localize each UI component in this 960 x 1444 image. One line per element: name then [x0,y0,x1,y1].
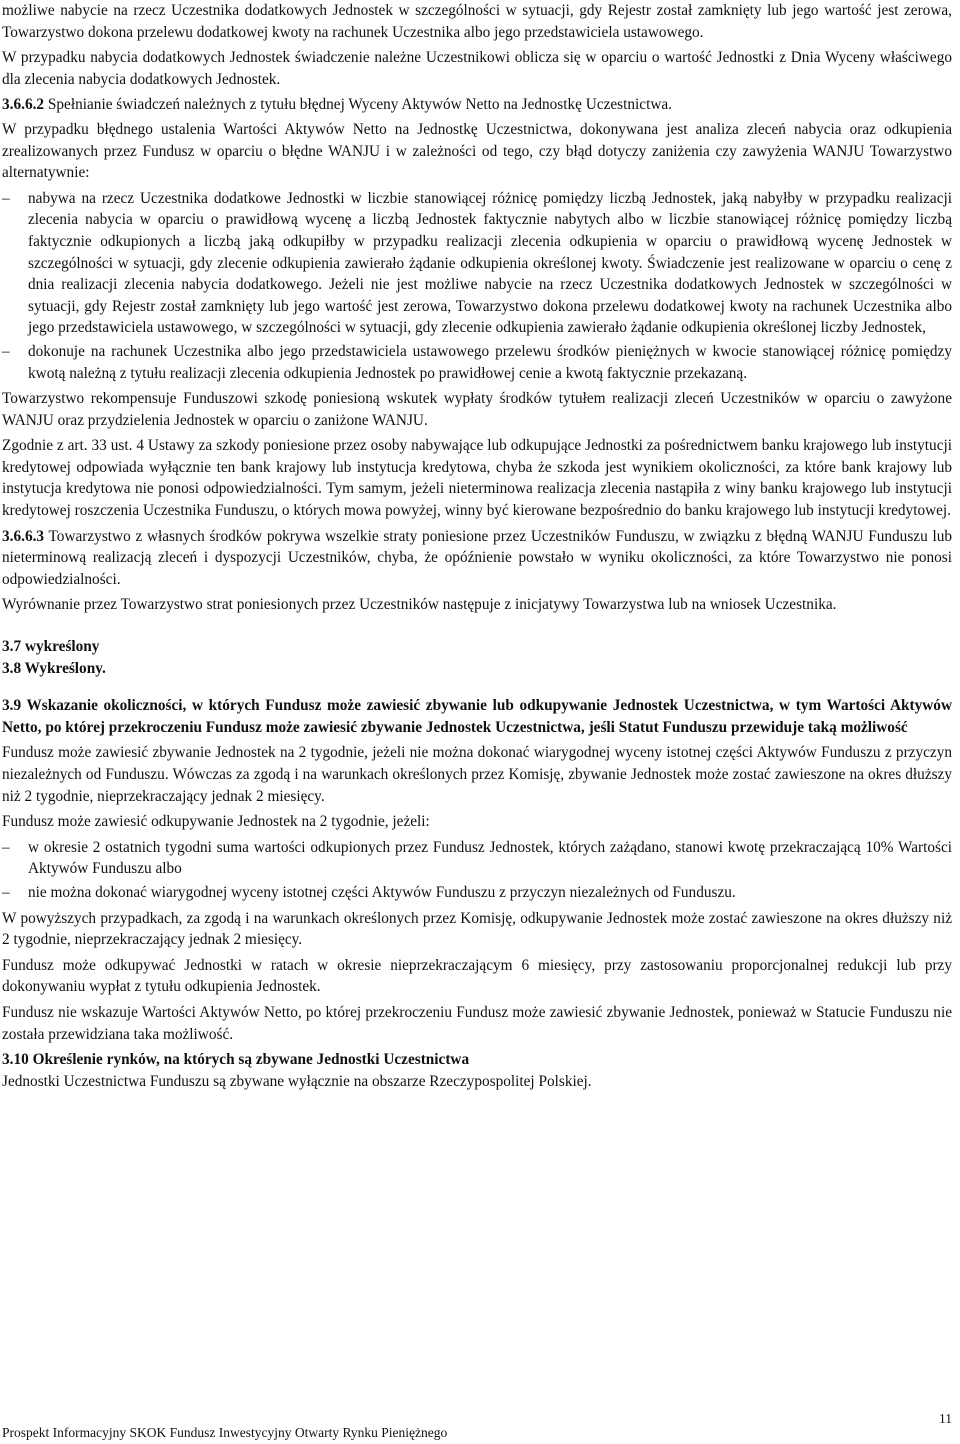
list-item-text: w okresie 2 ostatnich tygodni suma wartości odkupionych przez Fundusz Jednostek, których zażądano, stanowi kwotę przekraczającą 10% Wartości Aktywów Funduszu albo [28,838,952,878]
dash-bullet: – [2,838,10,856]
list-item-text: nabywa na rzecz Uczestnika dodatkowe Jednostki w liczbie stanowiącej różnicę pomiędzy liczbą Jednostek, jaką nabyłby w przypadku realizacji zlecenia nabycia w oparciu o prawidłową wycenę a liczbą Jednostek faktycznie nabytych albo w liczbie stanowiącej różnicę pomiędzy liczbą faktycznie odkupionych a liczbą jaką odkupiłby w przypadku realizacji zlecenia odkupienia w oparciu o prawidłową wycenę Jednostek w szczególności w sytuacji, gdy zlecenie odkupienia zawierało żądanie odkupienia określonej kwoty. Świadczenie jest realizowane w oparciu o cenę z dnia realizacji zlecenia nabycia dodatkowego. Jeżeli nie jest możliwe nabycie na rzecz Uczestnika dodatkowych Jednostek w szczególności w sytuacji, gdy Rejestr został zamknięty lub jego wartość jest zerowa, Towarzystwo dokona przelewu dodatkowej kwoty na rachunek Uczestnika albo jego przedstawiciela ustawowego, w szczególności w sytuacji, gdy zlecenie odkupienia zawierało żądanie odkupienia określonej liczby Jednostek, [28,189,952,337]
section-39-paragraph-5: Fundusz nie wskazuje Wartości Aktywów Netto, po której przekroczeniu Fundusz może zawiesić zbywanie Jednostek, ponieważ w Statucie Funduszu nie została przewidziana taka możliwość. [2,1003,952,1043]
dash-bullet: – [2,342,10,360]
section-39-list [2,837,952,904]
paragraph-top: możliwe nabycie na rzecz Uczestnika dodatkowych Jednostek w szczególności w sytuacji, gdy Rejestr został zamknięty lub jego wartość jest zerowa, Towarzystwo dokona przelewu dodatkowej kwoty na rachunek Uczestnika albo jego przedstawiciela ustawowego. [2,2,952,41]
paragraph-compensation: Towarzystwo rekompensuje Funduszowi szkodę poniesioną wskutek wypłaty środków tytułem realizacji zleceń Uczestników w oparciu o zawyżone WANJU oraz przydzielenia Jednostek w oparciu o zaniżone WANJU. [2,390,952,429]
dash-bullet: – [2,883,10,901]
section-3662-intro: W przypadku błędnego ustalenia Wartości Aktywów Netto na Jednostkę Uczestnictwa, dokonywana jest analiza zleceń nabycia oraz odkupienia zrealizowanych przez Fundusz w oparciu o błędne WANJU i w zależności od tego, czy błąd dotyczy zaniżenia czy zawyżenia WANJU Towarzystwo alternatywnie: [2,120,952,182]
list-item [2,882,952,904]
section-39-paragraph-3: W powyższych przypadkach, za zgodą i na warunkach określonych przez Komisję, odkupywanie Jednostek może zostać zawieszone na okres dłuższy niż 2 tygodnie, nieprzekraczający jednak 2 miesięcy. [2,909,952,949]
list-item-text: dokonuje na rachunek Uczestnika albo jego przedstawiciela ustawowego przelewu środków pieniężnych w kwocie stanowiącej różnicę pomiędzy kwotą należną z tytułu realizacji zlecenia odkupienia Jednostek po prawidłowej cenie a kwotą faktycznie przekazaną. [28,342,952,382]
list-item [2,837,952,880]
section-39-paragraph-2: Fundusz może zawiesić odkupywanie Jednostek na 2 tygodnie, jeżeli: [2,813,430,831]
page-number: 11 [939,1411,952,1426]
paragraph-art33: Zgodnie z art. 33 ust. 4 Ustawy za szkody poniesione przez osoby nabywające lub odkupujące Jednostki za pośrednictwem banku krajowego lub instytucji kredytowej odpowiada wyłącznie ten bank krajowy lub instytucja kredytowa, chyba że szkoda jest wynikiem okoliczności, za które bank krajowy lub instytucja kredytowa nie ponosi odpowiedzialności. Tym samym, jeżeli nieterminowa realizacja zlecenia nastąpiła z winy banku krajowego lub instytucji kredytowej roszczenia Uczestnika Funduszu, o których mowa powyżej, winny być kierowane bezpośrednio do banku krajowego lub instytucji kredytowej. [2,437,952,520]
dash-bullet: – [2,189,10,207]
list-item [2,188,952,339]
section-number: 3.6.6.3 [2,527,45,545]
section-39-paragraph-4: Fundusz może odkupywać Jednostki w ratach w okresie nieprzekraczającym 6 miesięcy, przy zastosowaniu proporcjonalnej redukcji lub przy dokonywaniu wypłat z tytułu odkupienia Jednostek. [2,956,952,996]
section-3662-list [2,188,952,384]
section-text: Towarzystwo z własnych środków pokrywa wszelkie straty poniesione przez Uczestników Funduszu, w związku z błędną WANJU Funduszu lub nieterminową realizacją zleceń i dyspozycji Uczestników, chyba, że opóźnienie powstało w wyniku okoliczności, za które Towarzystwo nie ponosi odpowiedzialności. [2,527,952,588]
footer-title: Prospekt Informacyjny SKOK Fundusz Inwestycyjny Otwarty Rynku Pieniężnego [2,1425,448,1440]
section-39-paragraph-1: Fundusz może zawiesić zbywanie Jednostek na 2 tygodnie, jeżeli nie można dokonać wiarygodnej wyceny istotnej części Aktywów Funduszu z przyczyn niezależnych od Funduszu. Wówczas za zgodą i na warunkach określonych przez Komisję, zbywanie Jednostek może zostać zawieszone na okres dłuższy niż 2 tygodnie, nieprzekraczający jednak 2 miesięcy. [2,744,952,805]
section-title: Spełnianie świadczeń należnych z tytułu błędnej Wyceny Aktywów Netto na Jednostkę Uczestnictwa. [47,96,672,114]
section-39-heading: 3.9 Wskazanie okoliczności, w których Fundusz może zawiesić zbywanie lub odkupywanie Jednostek Uczestnictwa, w tym Wartości Aktywów Netto, po której przekroczeniu Fundusz może zawiesić zbywanie Jednostek Uczestnictwa, jeśli Statut Funduszu przewiduje taką możliwość [2,697,952,736]
spacer [2,620,952,636]
section-number: 3.6.6.2 [2,96,45,114]
paragraph-settlement: Wyrównanie przez Towarzystwo strat poniesionych przez Uczestników następuje z inicjatywy Towarzystwa lub na wniosek Uczestnika. [2,596,837,614]
section-38-heading: 3.8 Wykreślony. [2,659,106,677]
spacer [2,679,952,695]
list-item-text: nie można dokonać wiarygodnej wyceny istotnej części Aktywów Funduszu z przyczyn niezależnych od Funduszu. [28,883,736,901]
section-37-heading: 3.7 wykreślony [2,638,100,656]
section-3662-heading [2,94,952,116]
section-310-text: Jednostki Uczestnictwa Funduszu są zbywane wyłącznie na obszarze Rzeczypospolitej Polskiej. [2,1072,592,1090]
section-3663 [2,526,952,591]
section-310-heading: 3.10 Określenie rynków, na których są zbywane Jednostki Uczestnictwa [2,1051,470,1069]
list-item [2,341,952,384]
paragraph-additional-units: W przypadku nabycia dodatkowych Jednostek świadczenie należne Uczestnikowi oblicza się w oparciu o wartość Jednostki z Dnia Wyceny właściwego dla zlecenia nabycia dodatkowych Jednostek. [2,49,952,88]
